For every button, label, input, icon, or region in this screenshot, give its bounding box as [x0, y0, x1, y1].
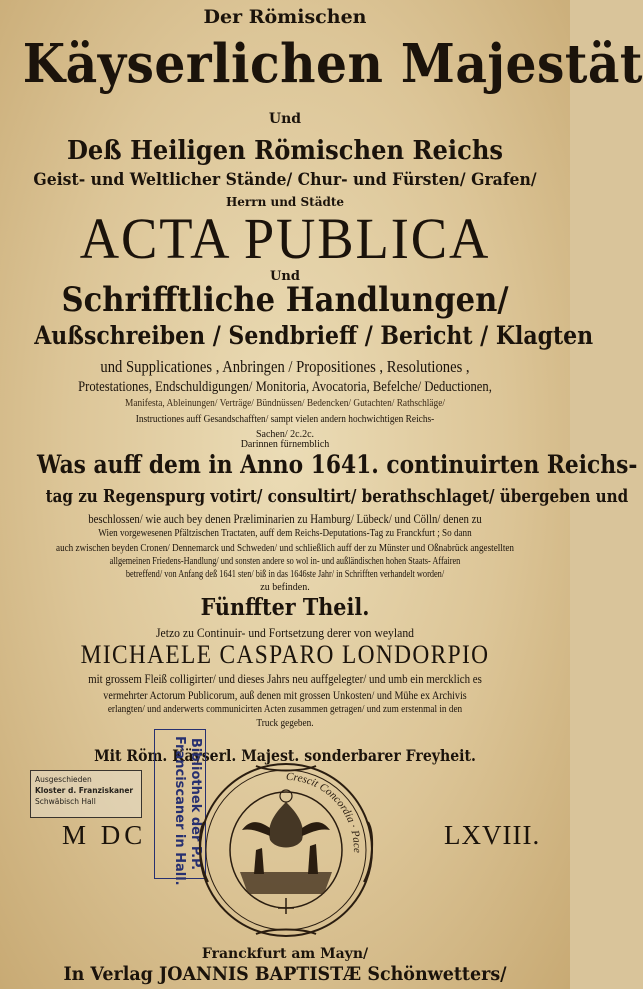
- imprint-publisher: In Verlag JOANNIS BAPTISTÆ Schönwetters/: [63, 963, 507, 985]
- library-stamp-discarded: [30, 770, 142, 818]
- part-heading: Fünffter Theil.: [200, 594, 370, 621]
- title-line-12: Protestationes, Endschuldigungen/ Monitoria, Avocatoria, Befelche/ Deductionen,: [78, 379, 492, 395]
- bird-icon: [269, 802, 303, 848]
- title-line-6: Herrn und Städte: [225, 195, 345, 209]
- title-line-31: Truck gegeben.: [256, 717, 314, 729]
- year-left: M DC: [62, 820, 147, 850]
- stamp-line-2: Kloster d. Franziskaner: [35, 786, 134, 795]
- title-line-3: Und: [268, 111, 302, 127]
- imprint-place: Franckfurt am Mayn/: [201, 946, 369, 962]
- title-line-19: beschlossen/ wie auch bey denen Præliminarien zu Hamburg/ Lübeck/ und Cölln/ denen zu: [88, 511, 482, 526]
- stamp-line-1: Ausgeschieden: [35, 775, 92, 784]
- title-main-heading: Käyserlichen Majestät: [22, 33, 643, 95]
- stamp2-line-2: Franciscaner in Hall.: [172, 736, 187, 886]
- title-line-28: mit grossem Fleiß colligirter/ und dieses Jahrs neu auffgelegter/ und umb ein mercklich es: [88, 671, 482, 686]
- title-line-16: Darinnen fürnemblich: [240, 439, 330, 450]
- year-right: LXVIII.: [444, 820, 541, 850]
- title-line-4: Deß Heiligen Römischen Reichs: [66, 136, 504, 166]
- emblem-scene: [240, 790, 332, 914]
- title-line-15: Sachen/ 2c.2c.: [255, 429, 315, 440]
- title-line-20: Wien vorgewesenen Pfältzischen Tractaten, auff dem Reichs-Deputations-Tag zu Franckfurt ; So dann: [98, 527, 472, 539]
- emblem-ring-text: Crescit Concordia · Pace: [285, 770, 363, 853]
- title-line-24: zu befinden.: [260, 582, 310, 593]
- title-line-14: Instructiones auff Gesandschafften/ sampt vielen andern hochwichtigen Reichs-: [135, 413, 435, 425]
- title-line-22: allgemeinen Friedens-Handlung/ und sonsten andere so wol in- und außländischen hohen Staats- Affairen: [109, 556, 461, 567]
- title-line-21: auch zwischen beyden Cronen/ Dennemarck und Schweden/ und schließlich auff der zu Münster und Oßnabrück angestellten: [56, 542, 514, 554]
- printer-device-emblem: [196, 762, 376, 940]
- title-line-1: Der Römischen: [203, 6, 367, 28]
- title-line-13: Manifesta, Ableinungen/ Verträge/ Bündnüssen/ Bedencken/ Gutachten/ Rathschläge/: [125, 397, 445, 409]
- acta-publica-heading: ACTA PUBLICA: [79, 206, 491, 271]
- title-line-11: und Supplicationes , Anbringen / Propositiones , Resolutiones ,: [100, 357, 470, 376]
- title-line-18: tag zu Regenspurg votirt/ consultirt/ berathschlaget/ übergeben und: [45, 486, 629, 507]
- title-line-23: betreffend/ von Anfang deß 1641 sten/ biß in das 1646ste Jahr/ in Schrifften verhandelt worden/: [125, 569, 445, 580]
- privilege-line: Mit Röm. Käyserl. Majest. sonderbarer Freyheit.: [94, 746, 476, 765]
- title-line-29: vermehrter Actorum Publicorum, auß denen mit grossen Unkosten/ und Mühe ex Archivis: [103, 688, 467, 702]
- title-line-30: erlangten/ und anderwerts communicirten Acten zusammen getragen/ und zum erstenmal in den: [107, 703, 463, 715]
- stamp2-line-1: Bibliothek der P.P.: [188, 737, 203, 871]
- title-line-26: Jetzo zu Continuir- und Fortsetzung derer von weyland: [155, 625, 415, 640]
- title-line-10: Außschreiben / Sendbrieff / Bericht / Klagten: [34, 321, 594, 350]
- title-line-5: Geist- und Weltlicher Stände/ Chur- und Fürsten/ Grafen/: [33, 170, 537, 190]
- title-line-9: Schrifftliche Handlungen/: [61, 280, 509, 320]
- title-line-8: Und: [270, 269, 300, 284]
- title-line-17: Was auff dem in Anno 1641. continuirten Reichs-: [37, 450, 638, 479]
- author-name: MICHAELE CASPARO LONDORPIO: [80, 640, 490, 669]
- stamp-line-3: Schwäbisch Hall: [35, 797, 96, 806]
